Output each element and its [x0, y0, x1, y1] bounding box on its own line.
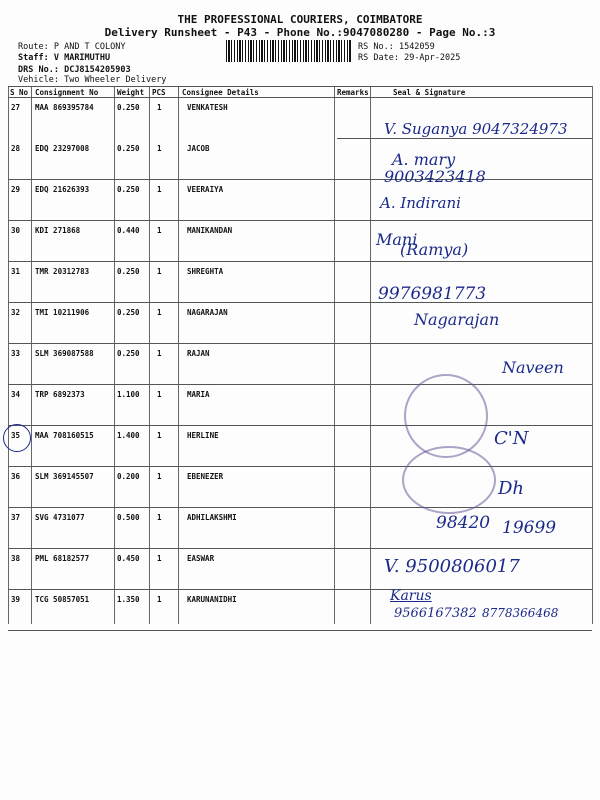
cell-consignee: EBENEZER — [187, 472, 224, 481]
cell-weight: 0.250 — [117, 267, 140, 276]
signature-32: Nagarajan — [414, 310, 500, 329]
cell-pcs: 1 — [157, 308, 162, 317]
signature-28a: A. mary — [392, 150, 456, 169]
cell-consignee: JACOB — [187, 144, 210, 153]
cell-weight: 0.500 — [117, 513, 140, 522]
signature-35: C'N — [494, 428, 529, 449]
rs-date-line: RS Date: 29-Apr-2025 — [358, 53, 461, 63]
signature-37a: 98420 — [436, 513, 491, 533]
drs-line: DRS No.: DCJ8154205903 — [18, 65, 131, 75]
cell-consignee: EASWAR — [187, 554, 215, 563]
col-divider — [114, 86, 115, 624]
cell-weight: 1.350 — [117, 595, 140, 604]
cell-consignee: MARIA — [187, 390, 210, 399]
row-border — [8, 384, 592, 385]
cell-consignment: TCG 50857051 — [35, 595, 90, 604]
cell-sno: 37 — [11, 513, 21, 522]
cell-sno: 31 — [11, 267, 21, 276]
signature-30a: Mani — [376, 230, 418, 249]
cell-weight: 0.250 — [117, 349, 140, 358]
row-border — [8, 425, 592, 426]
runsheet-table — [8, 86, 592, 624]
row-border — [8, 179, 592, 180]
cell-weight: 0.440 — [117, 226, 140, 235]
row-border — [8, 261, 592, 262]
rs-no-line: RS No.: 1542059 — [358, 42, 435, 52]
cell-consignment: MAA 869395784 — [35, 103, 94, 112]
col-divider — [8, 86, 9, 624]
cell-consignment: TMI 10211906 — [35, 308, 90, 317]
cell-pcs: 1 — [157, 185, 162, 194]
cell-consignee: HERLINE — [187, 431, 219, 440]
signature-36: Dh — [498, 478, 525, 499]
runsheet-title: Delivery Runsheet - P43 - Phone No.:9047080280 - Page No.:3 — [104, 26, 496, 39]
signature-37b: 19699 — [502, 518, 557, 538]
signature-33: Naveen — [502, 358, 564, 377]
cell-weight: 1.100 — [117, 390, 140, 399]
col-divider — [178, 86, 179, 624]
cell-consignment: TRP 6892373 — [35, 390, 85, 399]
col-header-weight: Weight — [117, 88, 145, 97]
col-divider — [31, 86, 32, 624]
cell-sno: 38 — [11, 554, 21, 563]
cell-consignee: RAJAN — [187, 349, 210, 358]
col-header-seal: Seal & Signature — [393, 88, 466, 97]
signature-31: 9976981773 — [378, 284, 487, 304]
signature-38: V. 9500806017 — [384, 556, 520, 577]
cell-consignee: NAGARAJAN — [187, 308, 228, 317]
col-divider — [149, 86, 150, 624]
row-border — [8, 220, 592, 221]
cell-consignment: PML 68182577 — [35, 554, 90, 563]
cell-weight: 0.450 — [117, 554, 140, 563]
staff-line: Staff: V MARIMUTHU — [18, 53, 111, 63]
row-border — [8, 630, 592, 631]
signature-39c: 8778366468 — [482, 606, 559, 620]
cell-consignment: EDQ 21626393 — [35, 185, 90, 194]
cell-pcs: 1 — [157, 226, 162, 235]
cell-consignee: MANIKANDAN — [187, 226, 233, 235]
cell-pcs: 1 — [157, 554, 162, 563]
cell-consignee: SHREGHTA — [187, 267, 224, 276]
cell-consignee: KARUNANIDHI — [187, 595, 237, 604]
cell-sno: 28 — [11, 144, 21, 153]
row-border — [8, 86, 592, 87]
cell-weight: 0.250 — [117, 103, 140, 112]
vehicle-line: Vehicle: Two Wheeler Delivery — [18, 75, 167, 85]
cell-pcs: 1 — [157, 390, 162, 399]
cell-sno: 35 — [11, 431, 21, 440]
cell-pcs: 1 — [157, 144, 162, 153]
cell-consignee: ADHILAKSHMI — [187, 513, 237, 522]
col-header-consignee: Consignee Details — [182, 88, 259, 97]
cell-consignment: MAA 708160515 — [35, 431, 94, 440]
cell-pcs: 1 — [157, 431, 162, 440]
cell-pcs: 1 — [157, 595, 162, 604]
cell-consignee: VENKATESH — [187, 103, 228, 112]
cell-sno: 39 — [11, 595, 21, 604]
row-border — [8, 302, 592, 303]
signature-39a: Karus — [390, 588, 432, 604]
col-header-sno: S No — [10, 88, 29, 97]
cell-pcs: 1 — [157, 267, 162, 276]
route-line: Route: P AND T COLONY — [18, 42, 126, 52]
col-header-consignment: Consignment No — [35, 88, 99, 97]
row-border — [337, 138, 592, 139]
cell-consignee: VEERAIYA — [187, 185, 224, 194]
signature-29: A. Indirani — [380, 194, 461, 212]
cell-consignment: KDI 271868 — [35, 226, 81, 235]
col-divider — [334, 86, 335, 624]
col-header-remarks: Remarks — [337, 88, 369, 97]
signature-30b: (Ramya) — [400, 240, 469, 259]
cell-weight: 0.250 — [117, 144, 140, 153]
cell-pcs: 1 — [157, 103, 162, 112]
row-border — [8, 589, 592, 590]
row-border — [8, 97, 592, 98]
row-35-circle-mark — [3, 424, 31, 452]
col-divider — [592, 86, 593, 624]
cell-consignment: SLM 369145507 — [35, 472, 94, 481]
row-border — [8, 343, 592, 344]
cell-consignment: SVG 4731077 — [35, 513, 85, 522]
cell-sno: 27 — [11, 103, 21, 112]
pharmacy-stamp — [402, 446, 496, 514]
cell-sno: 34 — [11, 390, 21, 399]
barcode — [226, 40, 352, 62]
cell-sno: 30 — [11, 226, 21, 235]
cell-sno: 36 — [11, 472, 21, 481]
signature-28b: 9003423418 — [384, 167, 486, 186]
row-border — [8, 466, 592, 467]
col-header-pcs: PCS — [152, 88, 166, 97]
cell-weight: 0.250 — [117, 308, 140, 317]
signature-39b: 9566167382 — [394, 606, 477, 621]
cell-weight: 1.400 — [117, 431, 140, 440]
cell-weight: 0.200 — [117, 472, 140, 481]
cell-consignment: EDQ 23297008 — [35, 144, 90, 153]
col-divider — [370, 86, 371, 624]
cell-sno: 33 — [11, 349, 21, 358]
cell-sno: 29 — [11, 185, 21, 194]
cell-consignment: SLM 369087588 — [35, 349, 94, 358]
cell-consignment: TMR 20312783 — [35, 267, 90, 276]
cell-pcs: 1 — [157, 513, 162, 522]
cell-pcs: 1 — [157, 472, 162, 481]
row-border — [8, 548, 592, 549]
cell-weight: 0.250 — [117, 185, 140, 194]
signature-27: V. Suganya 9047324973 — [384, 120, 568, 138]
cell-pcs: 1 — [157, 349, 162, 358]
cell-sno: 32 — [11, 308, 21, 317]
company-title: THE PROFESSIONAL COURIERS, COIMBATORE — [177, 13, 423, 26]
row-border — [8, 507, 592, 508]
